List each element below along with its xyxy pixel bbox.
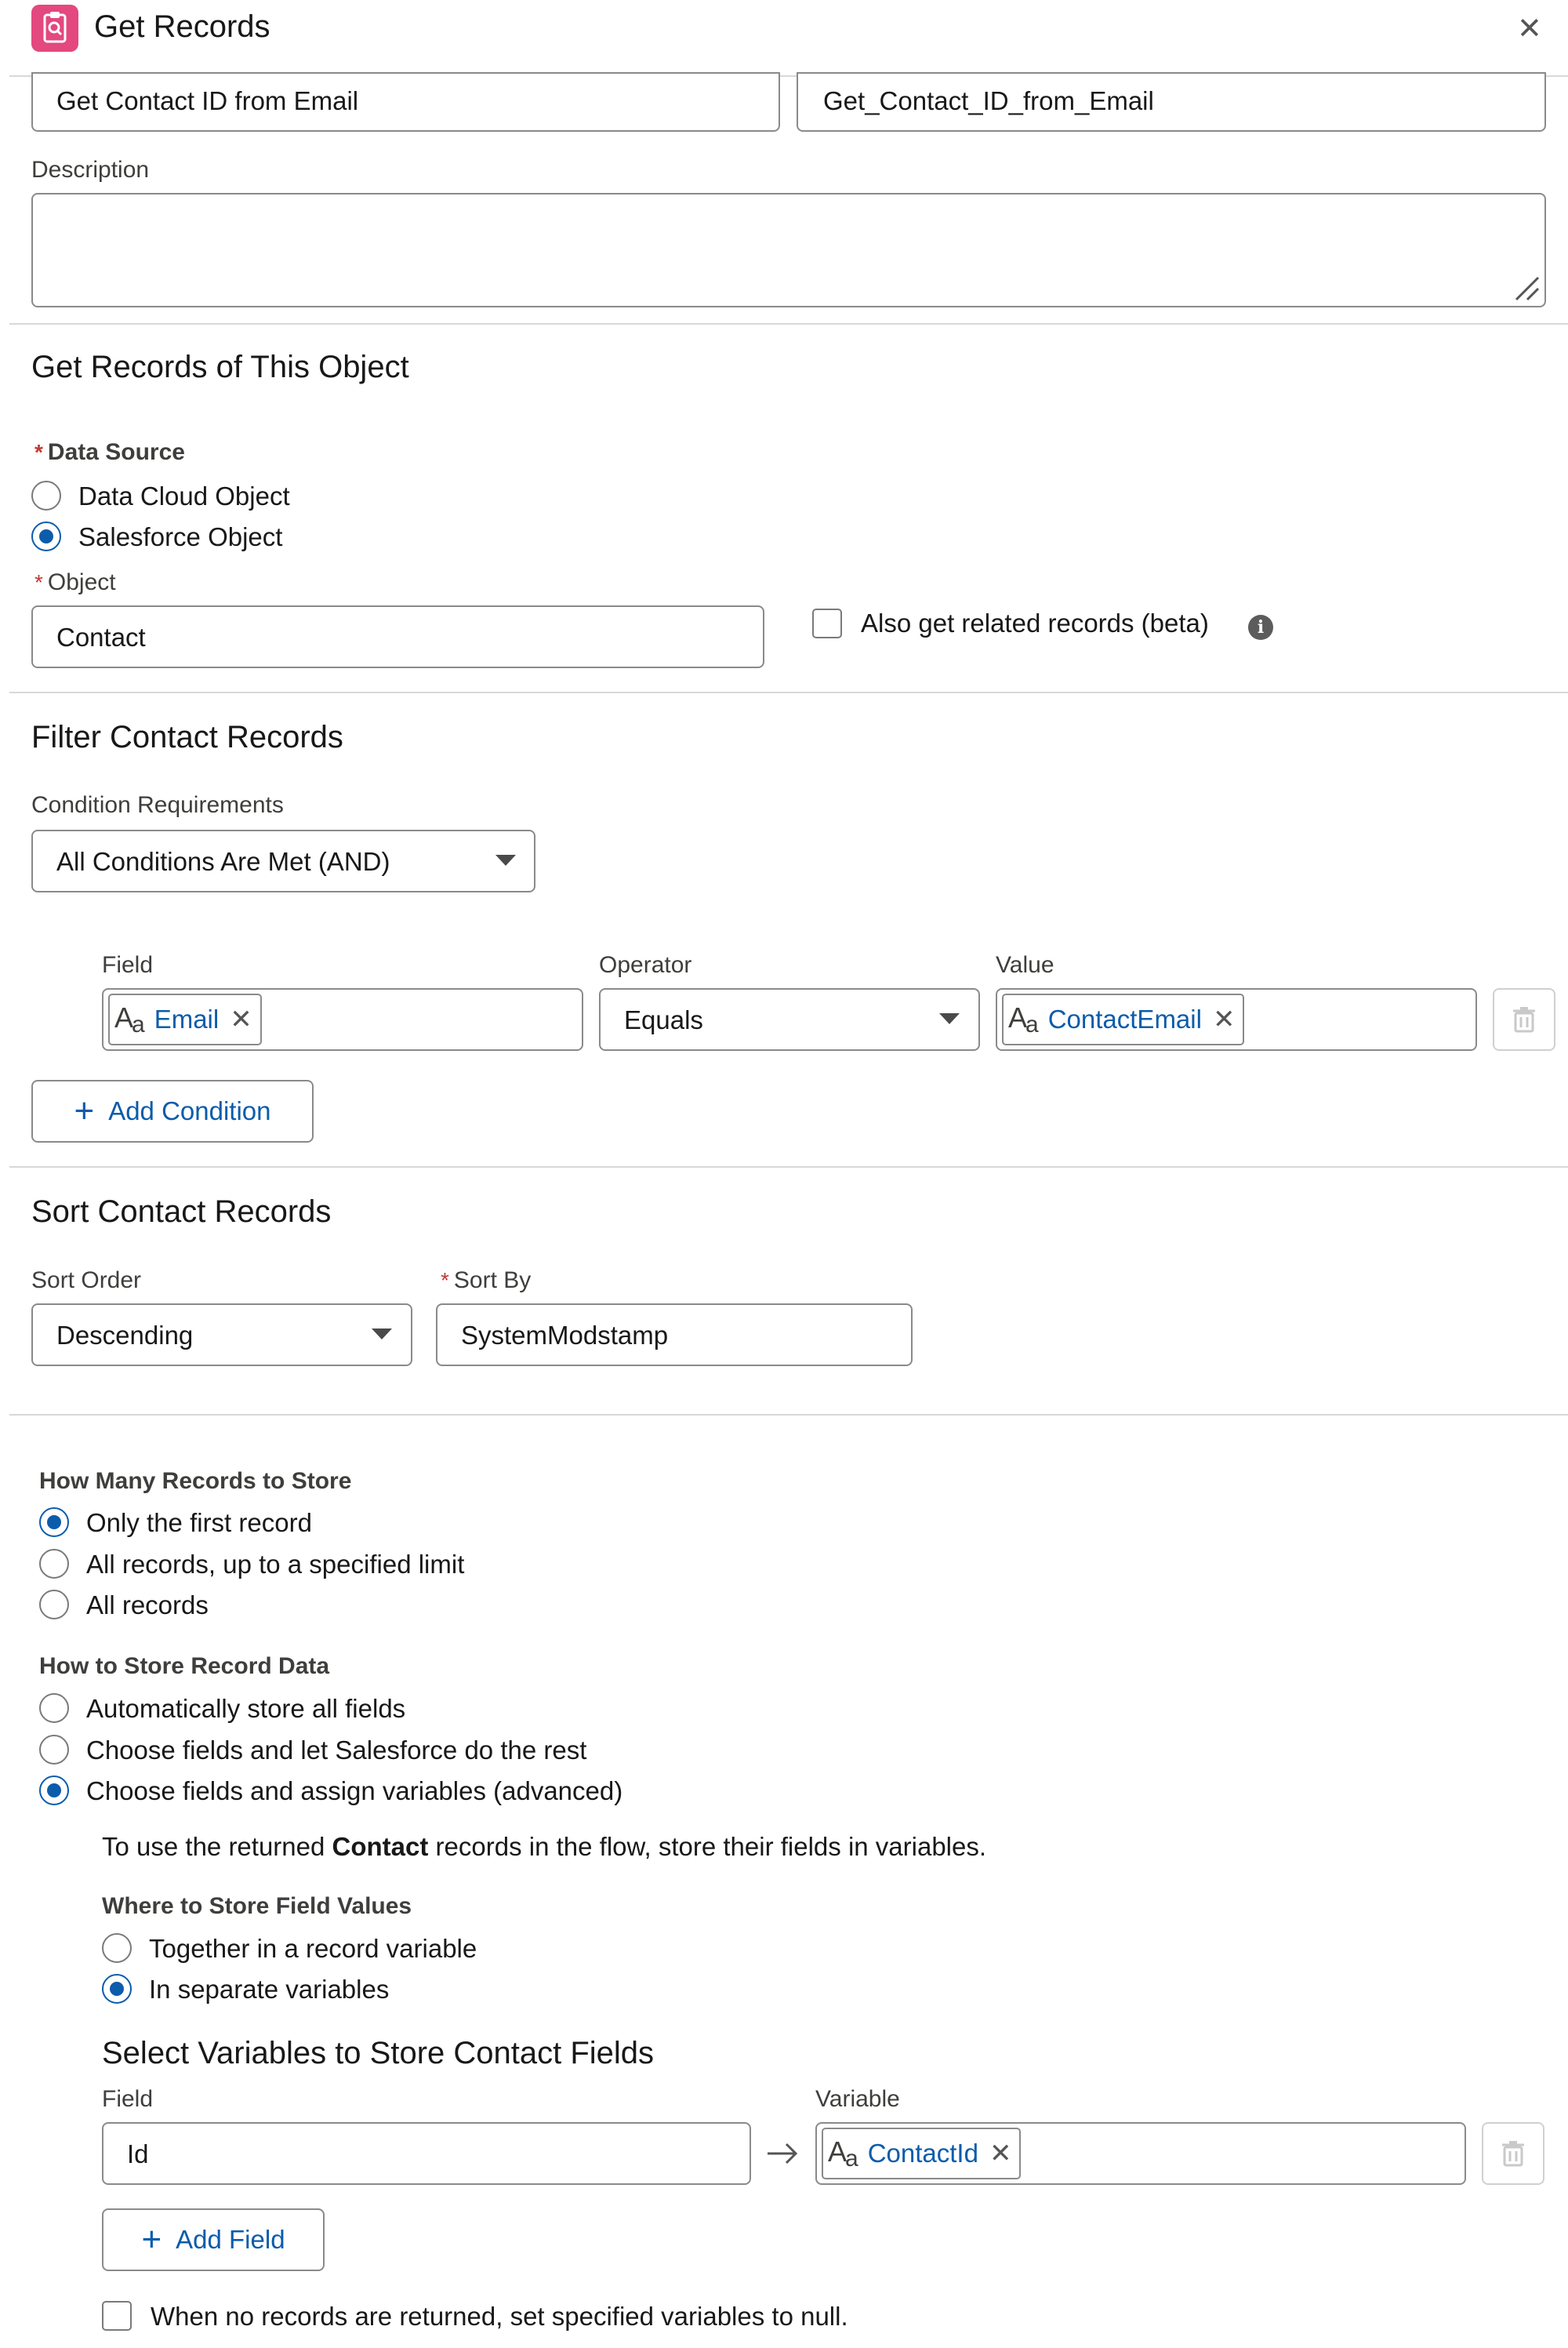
radio-choose-fields-assign-label: Choose fields and assign variables (advanced)	[86, 1776, 623, 1805]
chevron-down-icon	[372, 1328, 392, 1339]
section-divider	[9, 692, 1568, 693]
condition-requirements-label: Condition Requirements	[31, 792, 284, 818]
section-divider	[9, 1414, 1568, 1416]
sort-by-value: SystemModstamp	[461, 1321, 669, 1350]
filter-value-pill[interactable]	[1002, 994, 1244, 1045]
close-icon[interactable]: ✕	[1517, 13, 1542, 45]
delete-condition-button[interactable]	[1493, 988, 1555, 1051]
sort-order-label: Sort Order	[31, 1267, 142, 1293]
section-divider	[9, 323, 1568, 325]
plus-icon: +	[141, 2220, 162, 2259]
add-field-button[interactable]: + Add Field	[102, 2208, 325, 2271]
description-label: Description	[31, 157, 150, 183]
section-divider	[9, 1166, 1568, 1168]
radio-record-variable-label: Together in a record variable	[149, 1934, 477, 1963]
radio-choose-fields-salesforce[interactable]	[39, 1735, 69, 1765]
radio-choose-fields-assign[interactable]	[39, 1776, 69, 1805]
radio-records-up-to-limit-label: All records, up to a specified limit	[86, 1550, 465, 1579]
info-icon[interactable]: i	[1248, 615, 1273, 640]
remove-icon[interactable]: ✕	[1212, 1005, 1236, 1034]
radio-data-cloud-object[interactable]	[31, 481, 61, 511]
radio-record-variable[interactable]	[102, 1933, 132, 1963]
where-to-store-label: Where to Store Field Values	[102, 1893, 412, 1919]
sort-section-title: Sort Contact Records	[31, 1194, 332, 1229]
how-many-records-label: How Many Records to Store	[39, 1468, 352, 1494]
api-name-input-value: Get_Contact_ID_from_Email	[823, 86, 1154, 115]
arrow-right-icon	[764, 2139, 800, 2168]
related-records-checkbox[interactable]	[812, 609, 842, 638]
radio-salesforce-object-label: Salesforce Object	[78, 522, 283, 551]
trash-icon	[1512, 1006, 1536, 1033]
header-icon	[31, 5, 78, 52]
related-records-label: Also get related records (beta)	[861, 609, 1209, 638]
store-variable-pill[interactable]	[822, 2128, 1021, 2179]
how-to-store-label: How to Store Record Data	[39, 1653, 330, 1679]
resize-handle-icon[interactable]	[1512, 273, 1540, 301]
data-source-label: * Data Source	[34, 439, 185, 465]
store-variable-label: Variable	[815, 2086, 900, 2112]
radio-auto-store-fields[interactable]	[39, 1693, 69, 1723]
select-variables-title: Select Variables to Store Contact Fields	[102, 2036, 655, 2070]
null-variables-label: When no records are returned, set specified variables to null.	[151, 2302, 848, 2331]
radio-all-records-label: All records	[86, 1590, 209, 1619]
header-title: Get Records	[94, 9, 270, 44]
object-input-value: Contact	[56, 623, 146, 652]
object-section-title: Get Records of This Object	[31, 350, 409, 384]
filter-field-pill-text: Email	[154, 1005, 220, 1034]
null-variables-checkbox[interactable]	[102, 2301, 132, 2331]
remove-icon[interactable]: ✕	[230, 1005, 252, 1034]
sort-order-value: Descending	[56, 1321, 194, 1350]
radio-only-first-record[interactable]	[39, 1507, 69, 1537]
sort-by-label: * Sort By	[441, 1267, 532, 1293]
object-label: * Object	[34, 569, 116, 595]
radio-choose-fields-salesforce-label: Choose fields and let Salesforce do the rest	[86, 1736, 587, 1765]
radio-data-cloud-object-label: Data Cloud Object	[78, 482, 290, 511]
chevron-down-icon	[939, 1013, 960, 1024]
radio-only-first-record-label: Only the first record	[86, 1508, 312, 1537]
filter-operator-label: Operator	[599, 952, 692, 978]
filter-section-title: Filter Contact Records	[31, 720, 343, 754]
add-condition-button[interactable]: + Add Condition	[31, 1080, 314, 1143]
plus-icon: +	[74, 1092, 95, 1130]
label-input-value: Get Contact ID from Email	[56, 86, 359, 115]
text-type-icon: $A_a$	[1008, 1001, 1037, 1038]
text-type-icon: $A_a$	[828, 2135, 857, 2172]
filter-field-pill[interactable]	[108, 994, 262, 1045]
store-field-input[interactable]	[102, 2122, 751, 2185]
radio-salesforce-object[interactable]	[31, 522, 61, 551]
filter-operator-value: Equals	[624, 1005, 703, 1034]
condition-requirements-value: All Conditions Are Met (AND)	[56, 847, 390, 876]
filter-value-label: Value	[996, 952, 1054, 978]
radio-auto-store-fields-label: Automatically store all fields	[86, 1694, 406, 1723]
radio-separate-variables[interactable]	[102, 1974, 132, 2004]
delete-field-button[interactable]	[1482, 2122, 1544, 2185]
store-info-text: To use the returned Contact records in the flow, store their fields in variables.	[102, 1832, 987, 1861]
description-textarea[interactable]	[31, 193, 1546, 307]
store-field-label: Field	[102, 2086, 154, 2112]
radio-all-records[interactable]	[39, 1590, 69, 1619]
filter-value-pill-text: ContactEmail	[1047, 1005, 1202, 1034]
radio-records-up-to-limit[interactable]	[39, 1549, 69, 1579]
radio-separate-variables-label: In separate variables	[149, 1975, 390, 2004]
text-type-icon: $A_a$	[114, 1001, 143, 1038]
remove-icon[interactable]: ✕	[989, 2139, 1012, 2168]
store-field-value: Id	[127, 2139, 149, 2168]
filter-field-label: Field	[102, 952, 154, 978]
trash-icon	[1501, 2140, 1525, 2167]
store-variable-pill-text: ContactId	[867, 2139, 978, 2168]
chevron-down-icon	[495, 855, 516, 866]
